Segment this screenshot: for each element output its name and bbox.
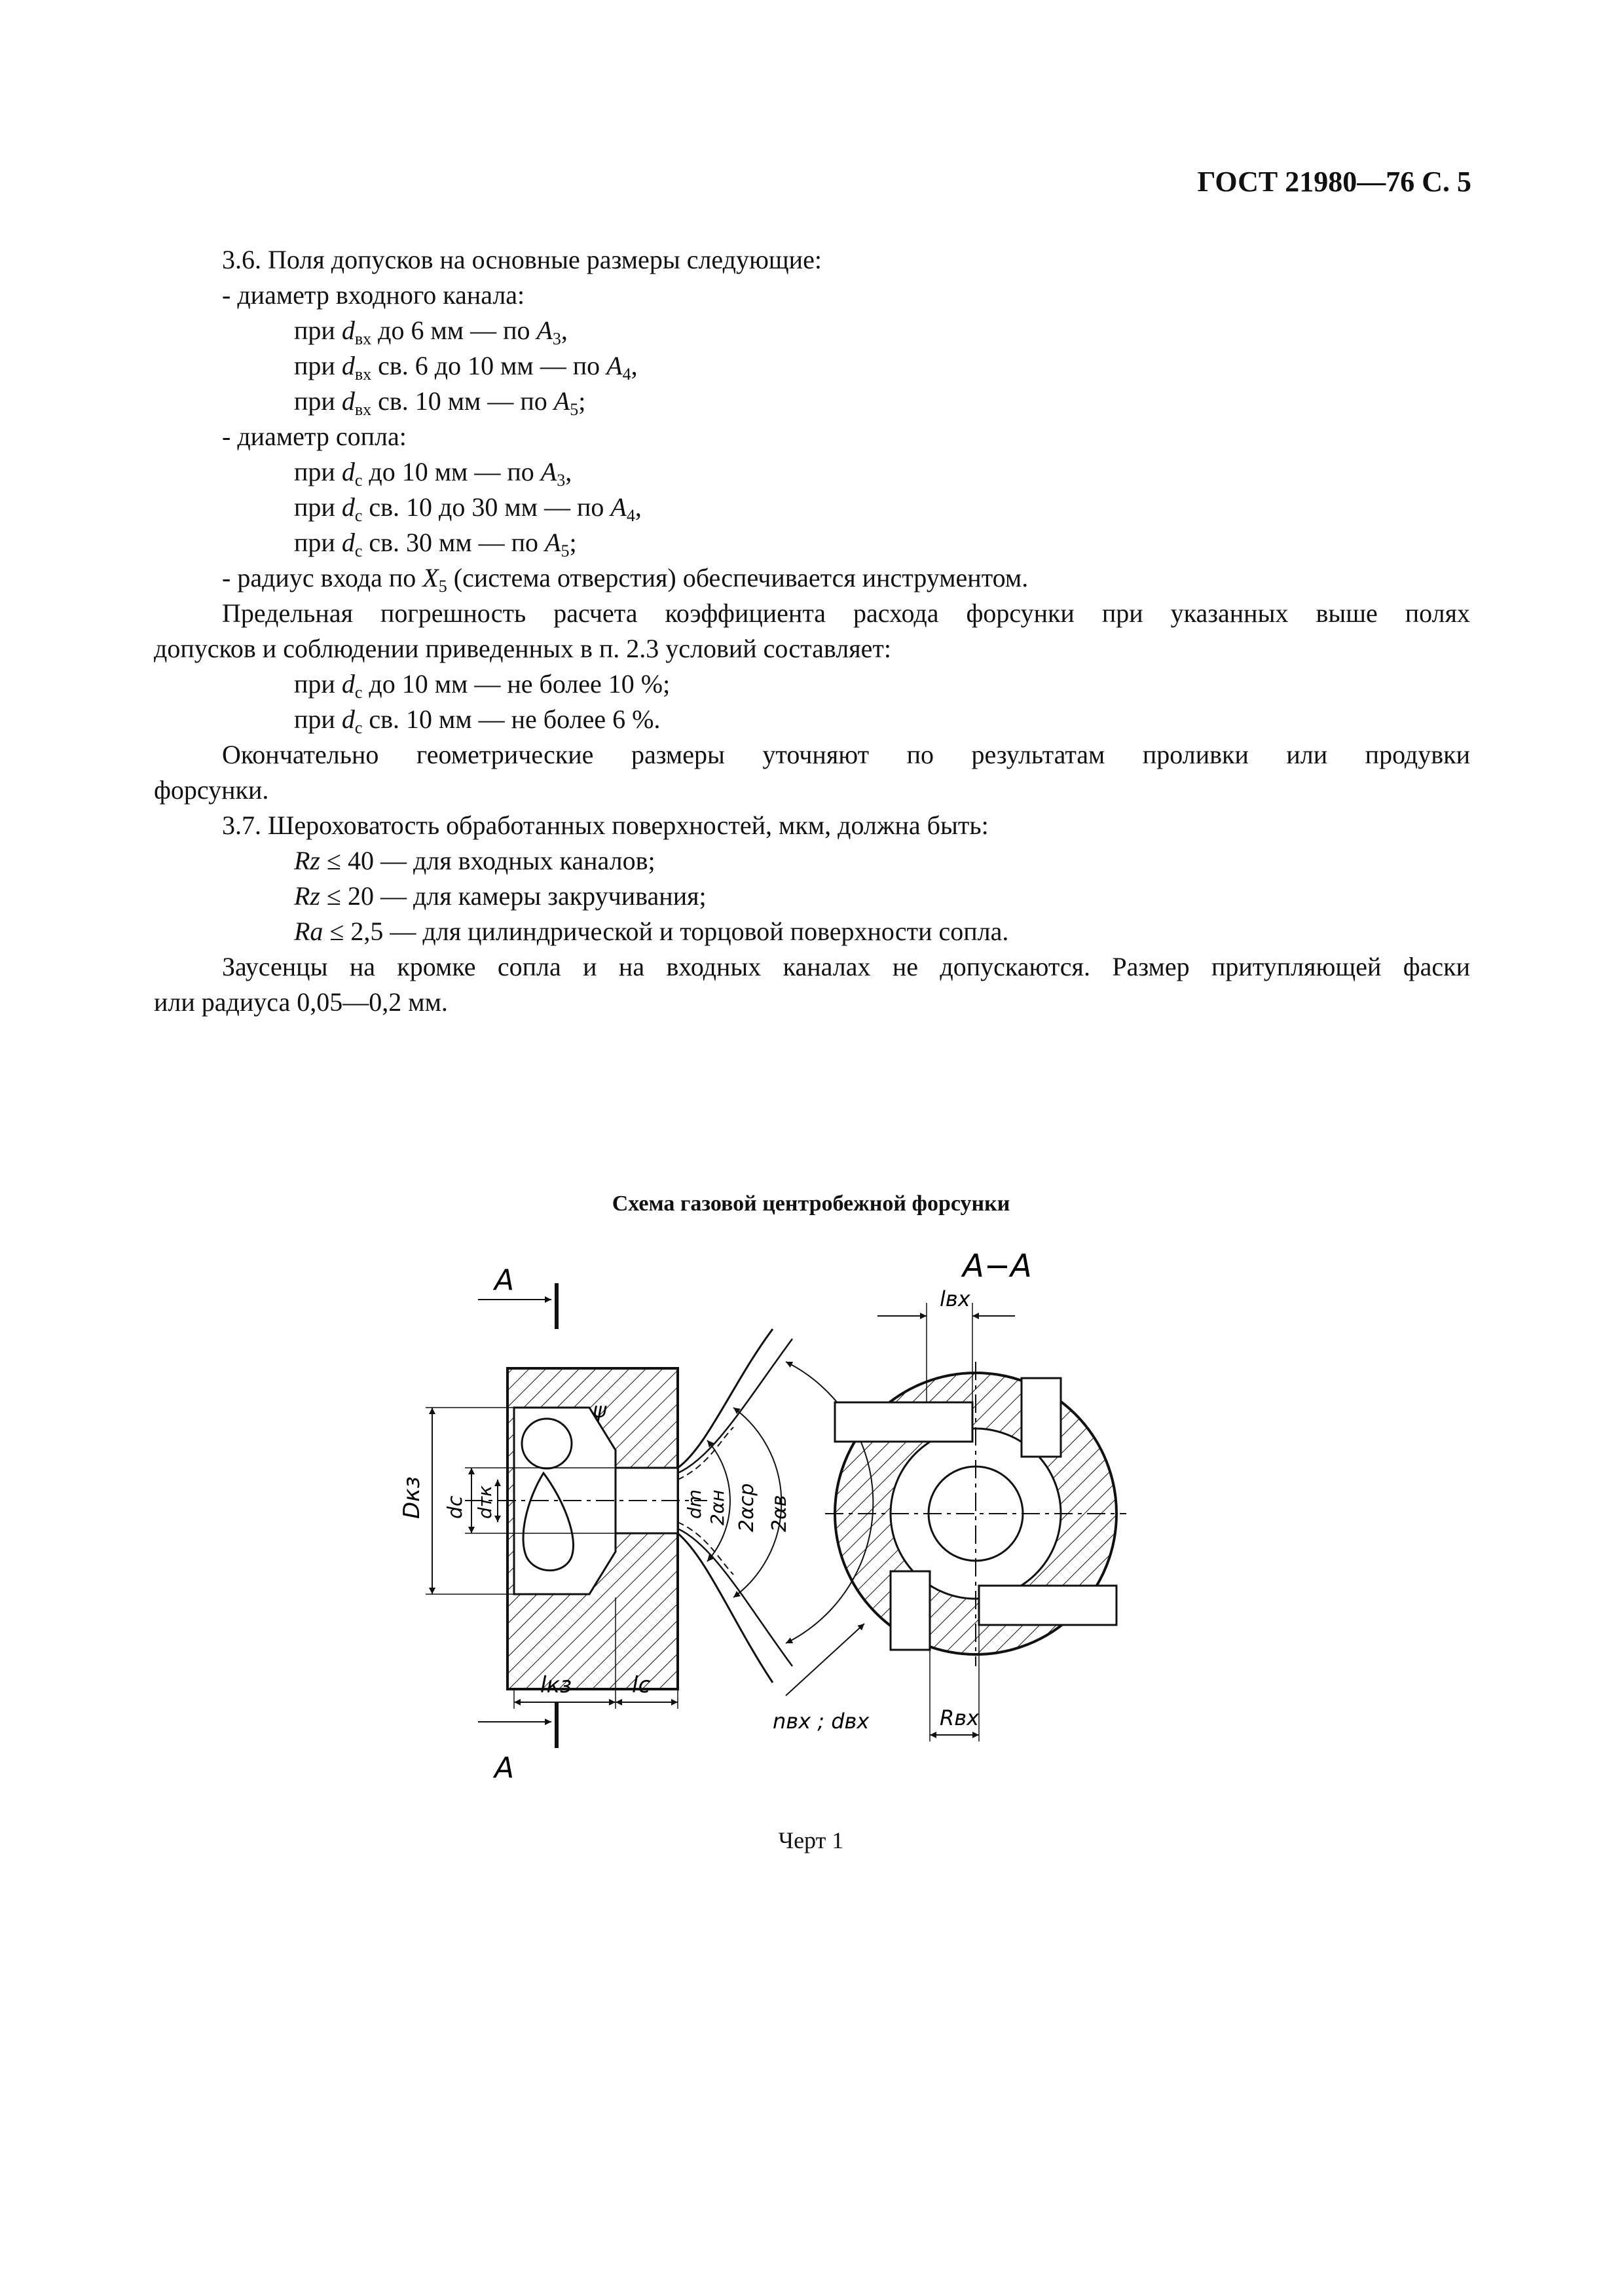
radius-line: - радиус входа по $X_5$ (система отверстия) обеспечивается инструментом.: [222, 563, 1029, 596]
error-item: при $d_с$ св. 10 мм — не более 6 %.: [294, 704, 661, 737]
label-lvx: lвх: [940, 1286, 970, 1311]
label-Dkz: Dкз: [399, 1476, 425, 1519]
roughness-item: Rz ≤ 40 — для входных каналов;: [294, 846, 655, 875]
section-mark-top: [478, 1264, 557, 1329]
sec37-title: 3.7. Шероховатость обработанных поверхностей, мкм, должна быть:: [222, 811, 989, 840]
inlet-item: при $d_{вх}$ св. 6 до 10 мм — по $A_4$,: [294, 351, 638, 384]
nozzle-drawing-svg: [367, 1231, 1152, 1820]
inlet-title: - диаметр входного канала:: [222, 280, 525, 310]
label-dtk: dтк: [474, 1485, 496, 1519]
nozzle-title: - диаметр сопла:: [222, 422, 407, 451]
inlet-list: [154, 313, 1470, 419]
nozzle-drawing: [367, 1231, 1152, 1823]
inlet-item: при $d_{вх}$ св. 10 мм — по $A_5$;: [294, 386, 586, 419]
error-paragraph-line1: Предельная погрешность расчета коэффициента расхода форсунки при указанных выше полях: [222, 598, 1470, 628]
inlet-item: при $d_{вх}$ до 6 мм — по $A_3$,: [294, 316, 568, 348]
final-paragraph-line2: форсунки.: [154, 775, 269, 805]
error-item: при $d_с$ до 10 мм — не более 10 %;: [294, 669, 671, 702]
burr-paragraph-line1: Заусенцы на кромке сопла и на входных каналах не допускаются. Размер притупляющей фаски: [222, 952, 1470, 981]
label-alpha-v: 2αв: [768, 1495, 791, 1532]
section-view: [773, 1248, 1126, 1741]
nozzle-list: [154, 454, 1470, 560]
label-psi: ψ: [593, 1398, 607, 1423]
figure-label: Черт 1: [778, 1827, 844, 1853]
label-dc: dc: [444, 1495, 467, 1519]
label-dm: dm: [684, 1489, 705, 1519]
body-text: [154, 242, 1470, 1020]
roughness-item: Rz ≤ 20 — для камеры закручивания;: [294, 881, 707, 911]
label-nvx-dvx: nвх ; dвх: [773, 1709, 870, 1734]
error-paragraph-line2: допусков и соблюдении приведенных в п. 2.3 условий составляет:: [154, 634, 891, 663]
nozzle-item: при $d_с$ до 10 мм — по $A_3$,: [294, 457, 572, 490]
page-header: ГОСТ 21980—76 С. 5: [1197, 166, 1471, 198]
section-label-bottom: A: [494, 1751, 515, 1785]
burr-paragraph-line2: или радиуса 0,05—0,2 мм.: [154, 987, 448, 1017]
label-lc: lc: [632, 1672, 651, 1698]
sec36-title: 3.6. Поля допусков на основные размеры следующие:: [222, 245, 822, 274]
label-alpha-n: 2αн: [707, 1489, 728, 1525]
label-Rvx: Rвх: [940, 1705, 980, 1730]
nozzle-item: при $d_с$ св. 30 мм — по $A_5$;: [294, 528, 577, 560]
figure-caption: Схема газовой центробежной форсунки: [612, 1192, 1010, 1216]
nozzle-body-side: [465, 1368, 707, 1689]
label-alpha-sr: 2αср: [735, 1483, 758, 1532]
nozzle-item: при $d_с$ св. 10 до 30 мм — по $A_4$,: [294, 492, 642, 525]
label-lkz: lкз: [540, 1672, 572, 1698]
section-title: A−A: [963, 1248, 1032, 1285]
section-mark-bottom: [478, 1702, 557, 1785]
section-label-top: A: [494, 1264, 515, 1297]
final-paragraph-line1: Окончательно геометрические размеры уточняют по результатам проливки или продувки: [222, 740, 1470, 769]
roughness-item: Ra ≤ 2,5 — для цилиндрической и торцовой поверхности сопла.: [294, 917, 1009, 946]
